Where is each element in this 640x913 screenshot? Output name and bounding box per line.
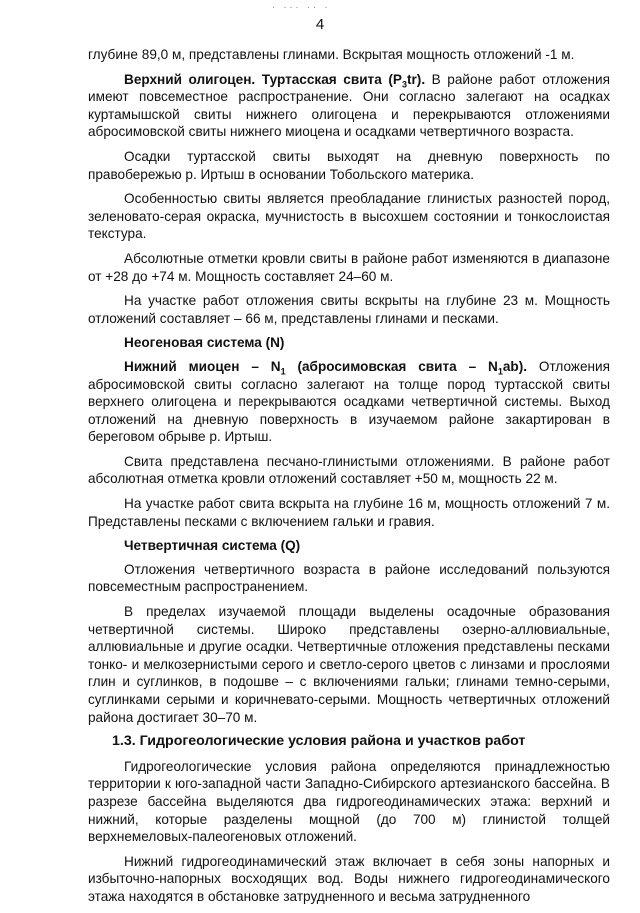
paragraph: глубине 89,0 м, представлены глинами. Вскрытая мощность отложений -1 м. (88, 47, 575, 62)
paragraph: Свита представлена песчано-глинистыми отложениями. В районе работ абсолютная отметка кровли отложений составляет +50 м, мощность 22 м. (88, 453, 610, 487)
paragraph: На участке работ свита вскрыта на глубине 16 м, мощность отложений 7 м. Представлены песками с включением гальки и гравия. (88, 496, 610, 529)
heading-quaternary: Четвертичная система (Q) (124, 538, 301, 554)
section-heading-hydrogeology: 1.3. Гидрогеологические условия района и участков работ (112, 733, 526, 750)
paragraph: Гидрогеологические условия района определяются принадлежностью территории к юго-западной части Западно-Сибирского артезианского бассейна. В разрезе бассейна выделяются два гидрогеодинамических этажа: верхний и нижний, которые разделены мощной (до 700 м) глинистой толщей верхнемеловых-палеогеновых отложений. (88, 758, 610, 845)
paragraph-upper-oligocene: Верхний олигоцен. Туртасская свита $(P_3tr)$. В районе работ отложения имеют повсеместное распространение. Они согласно залегают на осадках куртамышской свиты нижнего олигоцена и перекрываются отложениями абросимовской свиты нижнего миоцена и осадками четвертичного возраста. (88, 71, 610, 140)
paragraph: На участке работ отложения свиты вскрыты на глубине 23 м. Мощность отложений составляет – 66 м, представлены глинами и песками. (88, 293, 610, 326)
paragraph: Отложения четвертичного возраста в районе исследований пользуются повсеместным распространением. (88, 561, 610, 595)
paragraph: Осадки туртасской свиты выходят на дневную поверхность по правобережью р. Иртыш в основании Тобольского материка. (88, 148, 610, 182)
heading-neogene: Неогеновая система (N) (124, 335, 285, 351)
paragraph: Нижний гидрогеодинамический этаж включает в себя зоны напорных и избыточно-напорных восходящих вод. Воды нижнего гидрогеодинамического этажа находятся в обстановке затрудненного и весьма затрудненного (88, 853, 610, 904)
paragraph-lower-miocene: Нижний миоцен – $N_1$ (абросимовская свита – $N_1ab$). Отложения абросимовской свиты согласно залегают на толще пород туртасской свиты верхнего олигоцена и перекрываются осадками четвертичной системы. Выход отложений на дневную поверхность в изучаемом районе закартирован в береговом обрыве р. Иртыш. (88, 358, 610, 445)
paragraph: Особенностью свиты является преобладание глинистых разностей пород, зеленовато-серая окраска, мучнистость в высохшем состоянии и тонкослоистая текстура. (88, 191, 610, 242)
paragraph: В пределах изучаемой площади выделены осадочные образования четвертичной системы. Широко представлены озерно-аллювиальные, аллювиальные и другие осадки. Четвертичные отложения представлены песками тонко- и мелкозернистыми серого и светло-серого цветов с линзами и прослоями глин и суглинков, в подошве – с включениями гальки; глинами темно-серыми, суглинками серыми и коричневато-серыми. Мощность четвертичных отложений района достигает 30–70 м. (88, 604, 610, 725)
document-body (88, 46, 610, 913)
scan-noise: · ··· ·· · (272, 2, 331, 12)
page-number: 4 (315, 16, 325, 33)
paragraph: Абсолютные отметки кровли свиты в районе работ изменяются в диапазоне от +28 до +74 м. Мощность составляет 24–60 м. (88, 250, 610, 284)
